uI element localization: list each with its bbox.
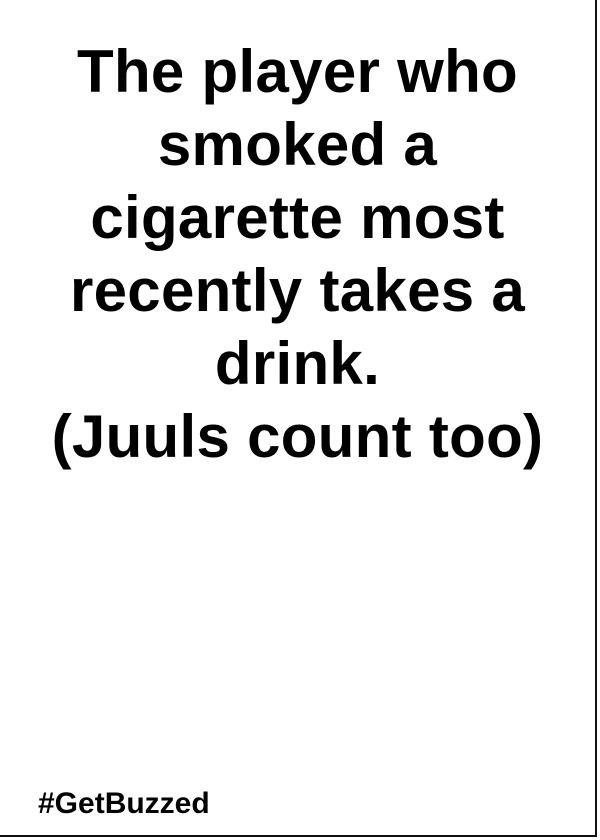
card-prompt-line: The player who [77, 38, 518, 105]
card-prompt-line: smoked a [157, 111, 438, 178]
card-prompt-line: cigarette most [90, 184, 505, 251]
card-prompt-line: recently takes a [69, 257, 526, 324]
card-prompt [16, 35, 579, 473]
card-hashtag: #GetBuzzed [38, 787, 210, 820]
card-prompt-line: drink. [214, 330, 381, 397]
card-prompt-line: (Juuls count too) [51, 403, 544, 470]
